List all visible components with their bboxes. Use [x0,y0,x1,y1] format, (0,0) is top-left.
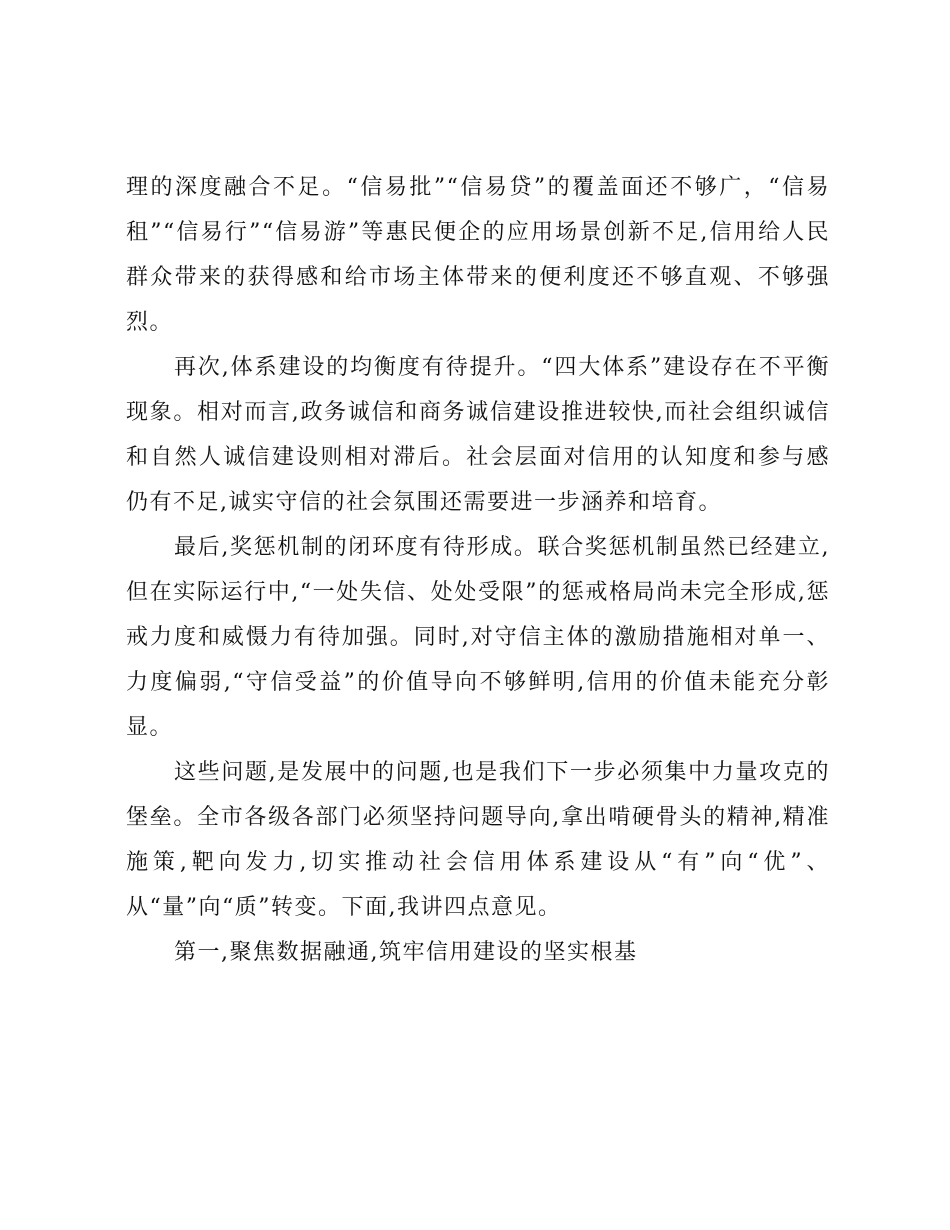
paragraph-problems-summary: 这些问题,是发展中的问题,也是我们下一步必须集中力量攻克的堡垒。全市各级各部门必须坚持问题导向,拿出啃硬骨头的精神,精准施策,靶向发力,切实推动社会信用体系建设从“有”向“优”、从“量”向“质”转变。下面,我讲四点意见。 [126,760,830,920]
paragraph-continuation: 理的深度融合不足。“信易批”“信易贷”的覆盖面还不够广，“信易租”“信易行”“信易游”等惠民便企的应用场景创新不足,信用给人民群众带来的获得感和给市场主体带来的便利度还不够直观、不够强烈。 [126,175,830,335]
paragraph-balance: 再次,体系建设的均衡度有待提升。“四大体系”建设存在不平衡现象。相对而言,政务诚信和商务诚信建设推进较快,而社会组织诚信和自然人诚信建设则相对滞后。社会层面对信用的认知度和参与感仍有不足,诚实守信的社会氛围还需要进一步涵养和培育。 [126,355,830,515]
document-body [126,165,830,975]
section-heading-first: 第一,聚焦数据融通,筑牢信用建设的坚实根基 [174,940,638,965]
paragraph-incentive-mechanism: 最后,奖惩机制的闭环度有待形成。联合奖惩机制虽然已经建立,但在实际运行中,“一处失信、处处受限”的惩戒格局尚未完全形成,惩戒力度和威慑力有待加强。同时,对守信主体的激励措施相对单一、力度偏弱,“守信受益”的价值导向不够鲜明,信用的价值未能充分彰显。 [126,535,830,740]
